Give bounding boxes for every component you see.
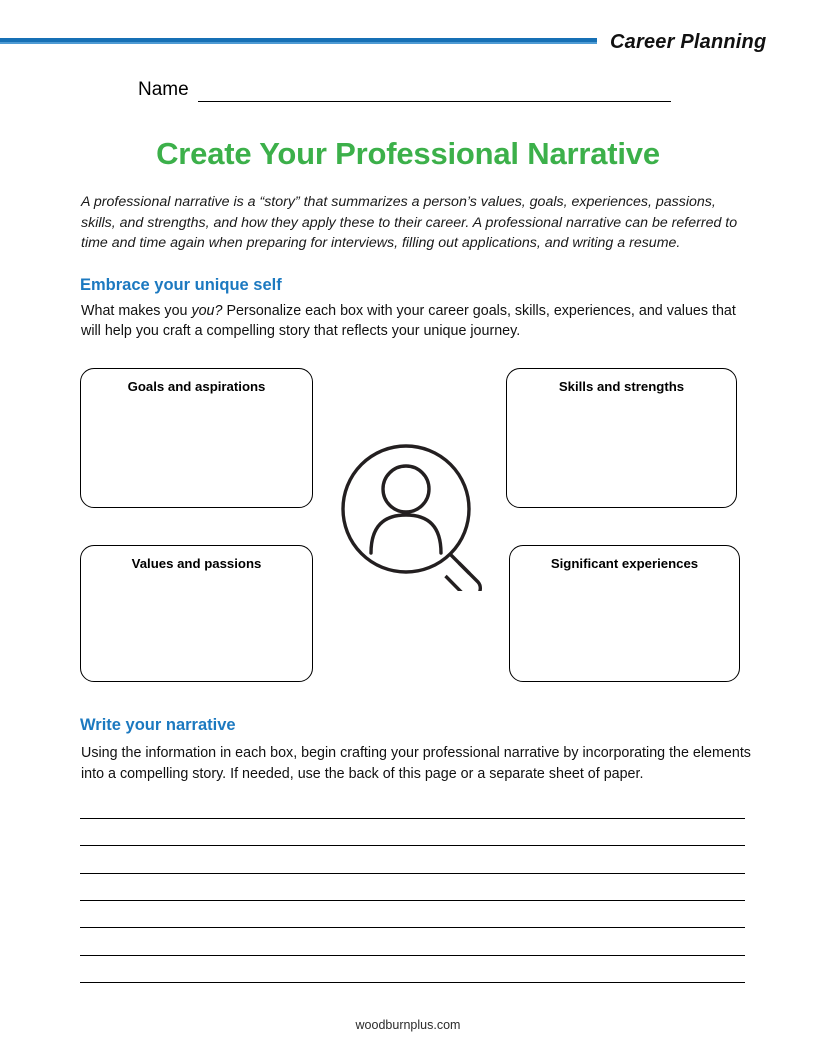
topic-box-values-and-passions[interactable] [80,545,313,682]
intro-paragraph: A professional narrative is a “story” that summarizes a person’s values, goals, experiences, passions, skills, and strengths, and how they apply these to their career. A professional narrative can be referred to time and time again when preparing for interviews, filling out applications, and writing a resume. [81,194,738,251]
header-category-label: Career Planning [610,31,767,53]
topic-box-skills-and-strengths[interactable] [506,368,737,508]
writing-line[interactable] [80,955,745,956]
writing-line[interactable] [80,818,745,819]
name-field[interactable] [138,79,672,105]
name-input-line[interactable] [198,101,671,102]
topic-box-label: Skills and strengths [558,379,685,394]
section-body-write: Using the information in each box, begin crafting your professional narrative by incorporating the elements into a compelling story. If needed, use the back of this page or a separate sheet of paper. [81,745,751,782]
header-rule-secondary [0,42,597,44]
person-magnifier-icon [341,443,493,591]
writing-line[interactable] [80,845,745,846]
section-heading-embrace: Embrace your unique self [80,276,282,294]
topic-box-label: Significant experiences [550,556,699,571]
embrace-body-part2: Personalize each box with your career goals, skills, experiences, and values that will help you craft a compelling story that reflects your unique journey. [81,303,736,339]
topic-box-label: Values and passions [131,556,262,571]
section-body-embrace [81,301,746,341]
footer-source: woodburnplus.com [355,1018,461,1032]
header-rule [0,38,597,45]
embrace-body-part1: What makes you [81,303,192,319]
topic-box-goals-and-aspirations[interactable] [80,368,313,508]
topic-box-label: Goals and aspirations [127,379,266,394]
page-title: Create Your Professional Narrative [156,136,660,171]
writing-lines-area[interactable] [80,812,745,984]
writing-line[interactable] [80,927,745,928]
name-label: Name [138,79,189,100]
writing-line[interactable] [80,982,745,983]
topic-box-significant-experiences[interactable] [509,545,740,682]
writing-line[interactable] [80,873,745,874]
section-heading-write: Write your narrative [80,716,236,734]
writing-line[interactable] [80,900,745,901]
embrace-body-emphasis: you? [191,303,223,319]
